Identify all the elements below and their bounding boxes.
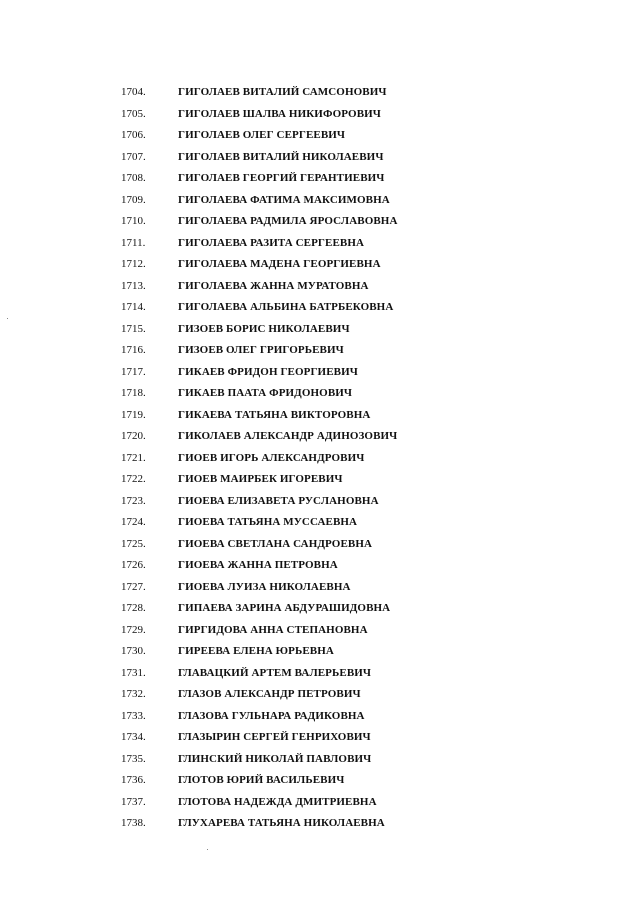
list-item (0, 534, 639, 556)
list-item (0, 147, 639, 169)
entry-number: 1705. (121, 107, 146, 120)
list-item (0, 663, 639, 685)
entry-number: 1721. (121, 451, 146, 464)
entry-number: 1715. (121, 322, 146, 335)
list-item (0, 469, 639, 491)
list-item (0, 684, 639, 706)
entry-number: 1707. (121, 150, 146, 163)
entry-number: 1728. (121, 602, 146, 614)
entry-number: 1711. (121, 236, 146, 249)
entry-number: 1718. (121, 387, 146, 399)
entry-name: ГЛИНСКИЙ НИКОЛАЙ ПАВЛОВИЧ (178, 752, 372, 765)
entry-name: ГИГОЛАЕВ ШАЛВА НИКИФОРОВИЧ (178, 107, 381, 120)
list-item (0, 770, 639, 792)
list-item (0, 383, 639, 405)
entry-number: 1731. (121, 666, 146, 679)
list-item (0, 813, 639, 835)
entry-name: ГЛАЗОВ АЛЕКСАНДР ПЕТРОВИЧ (178, 688, 361, 700)
entry-name: ГИКАЕВ ПААТА ФРИДОНОВИЧ (178, 387, 353, 399)
entry-name: ГЛОТОВА НАДЕЖДА ДМИТРИЕВНА (178, 795, 377, 808)
entry-name: ГЛАЗЫРИН СЕРГЕЙ ГЕНРИХОВИЧ (178, 731, 371, 743)
entry-number: 1717. (121, 365, 146, 378)
list-item (0, 448, 639, 470)
list-item (0, 254, 639, 276)
entry-name: ГИГОЛАЕВ ВИТАЛИЙ САМСОНОВИЧ (178, 86, 387, 98)
entry-name: ГИЗОЕВ ОЛЕГ ГРИГОРЬЕВИЧ (178, 344, 344, 356)
entry-name: ГИОЕВ ИГОРЬ АЛЕКСАНДРОВИЧ (178, 451, 365, 464)
entry-name: ГИОЕВ МАИРБЕК ИГОРЕВИЧ (178, 473, 343, 485)
list-item (0, 82, 639, 104)
entry-number: 1714. (121, 301, 146, 313)
entry-number: 1738. (121, 817, 146, 829)
list-item (0, 749, 639, 771)
list-item (0, 104, 639, 126)
entry-name: ГИГОЛАЕВА МАДЕНА ГЕОРГИЕВНА (178, 258, 381, 270)
entry-name: ГЛАЗОВА ГУЛЬНАРА РАДИКОВНА (178, 709, 365, 722)
entry-number: 1730. (121, 645, 146, 657)
entry-name: ГИГОЛАЕВА РАДМИЛА ЯРОСЛАВОВНА (178, 215, 398, 227)
entry-number: 1723. (121, 494, 146, 507)
entry-name: ГИКОЛАЕВ АЛЕКСАНДР АДИНОЗОВИЧ (178, 430, 398, 442)
list-item (0, 727, 639, 749)
entry-name: ГЛОТОВ ЮРИЙ ВАСИЛЬЕВИЧ (178, 774, 345, 786)
list-item (0, 340, 639, 362)
entry-name: ГИОЕВА ЛУИЗА НИКОЛАЕВНА (178, 580, 351, 593)
list-item (0, 706, 639, 728)
list-item (0, 598, 639, 620)
entry-name: ГИГОЛАЕВ ВИТАЛИЙ НИКОЛАЕВИЧ (178, 150, 384, 163)
list-item (0, 362, 639, 384)
entry-number: 1709. (121, 193, 146, 206)
entry-number: 1729. (121, 623, 146, 636)
entry-name: ГИГОЛАЕВА АЛЬБИНА БАТРБЕКОВНА (178, 301, 394, 313)
entry-number: 1708. (121, 172, 146, 184)
list-item (0, 620, 639, 642)
entry-number: 1722. (121, 473, 146, 485)
entry-name: ГИГОЛАЕВА ЖАННА МУРАТОВНА (178, 279, 369, 292)
entry-number: 1719. (121, 408, 146, 421)
entry-name: ГИГОЛАЕВА ФАТИМА МАКСИМОВНА (178, 193, 390, 206)
entry-number: 1706. (121, 129, 146, 141)
entry-name: ГИКАЕВА ТАТЬЯНА ВИКТОРОВНА (178, 408, 371, 421)
entry-number: 1726. (121, 559, 146, 571)
entry-name: ГИРЕЕВА ЕЛЕНА ЮРЬЕВНА (178, 645, 334, 657)
entry-number: 1720. (121, 430, 146, 442)
entry-name: ГИОЕВА ЖАННА ПЕТРОВНА (178, 559, 338, 571)
entry-number: 1716. (121, 344, 146, 356)
list-item (0, 276, 639, 298)
list-item (0, 211, 639, 233)
list-item (0, 577, 639, 599)
name-list (0, 82, 639, 835)
entry-name: ГЛУХАРЕВА ТАТЬЯНА НИКОЛАЕВНА (178, 817, 385, 829)
entry-number: 1724. (121, 516, 146, 528)
entry-name: ГИОЕВА ЕЛИЗАВЕТА РУСЛАНОВНА (178, 494, 379, 507)
scan-speck (7, 318, 8, 319)
entry-number: 1713. (121, 279, 146, 292)
scan-speck (207, 849, 208, 850)
list-item (0, 426, 639, 448)
list-item (0, 190, 639, 212)
list-item (0, 319, 639, 341)
entry-name: ГИГОЛАЕВ ОЛЕГ СЕРГЕЕВИЧ (178, 129, 346, 141)
entry-name: ГИОЕВА СВЕТЛАНА САНДРОЕВНА (178, 537, 373, 550)
entry-number: 1704. (121, 86, 146, 98)
list-item (0, 792, 639, 814)
list-item (0, 405, 639, 427)
entry-number: 1710. (121, 215, 146, 227)
list-item (0, 641, 639, 663)
entry-name: ГИКАЕВ ФРИДОН ГЕОРГИЕВИЧ (178, 365, 358, 378)
entry-number: 1712. (121, 258, 146, 270)
entry-number: 1737. (121, 795, 146, 808)
list-item (0, 512, 639, 534)
list-item (0, 168, 639, 190)
list-item (0, 491, 639, 513)
entry-number: 1736. (121, 774, 146, 786)
entry-number: 1727. (121, 580, 146, 593)
entry-name: ГИПАЕВА ЗАРИНА АБДУРАШИДОВНА (178, 602, 391, 614)
list-item (0, 125, 639, 147)
entry-number: 1733. (121, 709, 146, 722)
entry-name: ГИРГИДОВА АННА СТЕПАНОВНА (178, 623, 368, 636)
entry-number: 1735. (121, 752, 146, 765)
list-item (0, 233, 639, 255)
list-item (0, 297, 639, 319)
list-item (0, 555, 639, 577)
entry-name: ГИОЕВА ТАТЬЯНА МУССАЕВНА (178, 516, 358, 528)
entry-name: ГИГОЛАЕВ ГЕОРГИЙ ГЕРАНТИЕВИЧ (178, 172, 385, 184)
entry-name: ГИГОЛАЕВА РАЗИТА СЕРГЕЕВНА (178, 236, 365, 249)
entry-number: 1734. (121, 731, 146, 743)
entry-number: 1732. (121, 688, 146, 700)
entry-number: 1725. (121, 537, 146, 550)
entry-name: ГИЗОЕВ БОРИС НИКОЛАЕВИЧ (178, 322, 350, 335)
entry-name: ГЛАВАЦКИЙ АРТЕМ ВАЛЕРЬЕВИЧ (178, 666, 372, 679)
